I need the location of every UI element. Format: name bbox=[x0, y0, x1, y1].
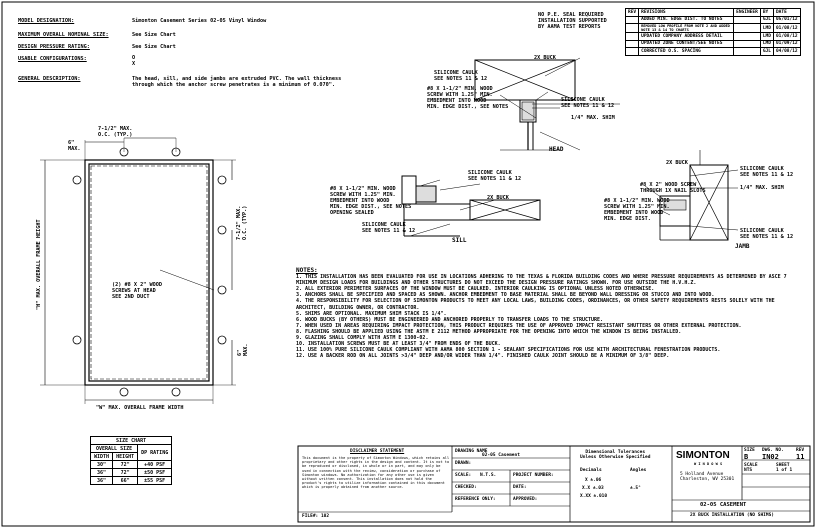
tb-right-label: DWG. NO. bbox=[762, 448, 784, 453]
head-callout: 2X BUCK bbox=[534, 55, 556, 61]
tolerance-label: Decimals bbox=[580, 468, 602, 473]
note-item: 4. THE RESPONSIBILITY FOR SELECTION OF SIMONTON PRODUCTS TO MEET ANY LOCAL LAWS, BUILDING CODES, ORDINANCES, OR OTHER SAFETY REQUIREMENTS RESTS SOLELY WITH THE ARCHITECT, BUILDING OWNER, OR CONTRACTOR. bbox=[296, 298, 775, 311]
size-chart bbox=[90, 436, 172, 485]
table-row bbox=[91, 461, 172, 469]
revision-description: UPDATED COMPANY ADDRESS DETAIL bbox=[639, 33, 734, 41]
company-address: 5 Holland Avenue Charleston, WV 25301 bbox=[680, 472, 735, 482]
size-height: 72" bbox=[113, 469, 138, 477]
drawing-subtitle: 2X BUCK INSTALLATION (NO SHIMS) bbox=[690, 513, 774, 518]
note-item: 3. ANCHORS SHALL BE SPECIFIED AND SPACED AS SHOWN. ANCHOR EMBEDMENT TO BASE MATERIAL SHALL BE BEYOND WALL DRESSING OR STUCCO AND INTO WOOD. bbox=[296, 292, 715, 299]
model-designation-value: Simonton Casement Series 02-05 Vinyl Window bbox=[132, 18, 267, 24]
size-height: 66" bbox=[113, 477, 138, 485]
revision-by: LMD bbox=[760, 40, 773, 48]
revision-by: GJL bbox=[760, 48, 773, 56]
jamb-callout: SILICONE CAULK SEE NOTES 11 & 12 bbox=[740, 228, 794, 240]
max-size-value: See Size Chart bbox=[132, 32, 176, 38]
note-item: 7. WHEN USED IN AREAS REQUIRING IMPACT PROTECTION, THIS PRODUCT REQUIRES THE USE OF APPROVED IMPACT RESISTANT SHUTTERS OR OTHER EXTERNAL PROTECTION. bbox=[296, 322, 742, 329]
tolerance-value: X.XX ±.010 bbox=[580, 494, 608, 499]
table-row bbox=[91, 477, 172, 485]
tb-field-label: DATE: bbox=[513, 485, 527, 490]
revisions-header-cell: BY bbox=[760, 9, 773, 17]
revision-by: GJL bbox=[760, 16, 773, 24]
table-row bbox=[626, 48, 801, 56]
revision-date: 01/08/12 bbox=[773, 24, 800, 33]
size-dp-rating: ±55 PSF bbox=[138, 477, 172, 485]
tb-field-label: REFERENCE ONLY: bbox=[455, 497, 496, 502]
table-row bbox=[626, 40, 801, 48]
tb-field-label: DRAWN: bbox=[455, 461, 472, 466]
model-designation-label: MODEL DESIGNATION: bbox=[18, 18, 75, 24]
revisions-header-cell: ENGINEER bbox=[734, 9, 761, 17]
tb-field-label: SCALE: bbox=[455, 473, 472, 478]
revision-description: ADDED MIN. EDGE DIST. TO NOTES bbox=[639, 16, 734, 24]
size-width: 30" bbox=[91, 461, 113, 469]
note-item: 12. USE A BACKER ROD ON ALL JOINTS >3/4" DEEP AND/OR WIDER THAN 1/4". FINISHED CAULK JOINT SHOULD BE A MINIMUM OF 3/8" DEEP. bbox=[296, 353, 670, 360]
tb-field-label: PROJECT NUMBER: bbox=[513, 473, 554, 478]
revision-description: CORRECTED O.S. SPACING bbox=[639, 48, 734, 56]
height-label: "H" MAX. OVERALL FRAME HEIGHT bbox=[36, 219, 42, 310]
revisions-table bbox=[625, 8, 801, 56]
tb-right-value: 1 of 1 bbox=[776, 468, 793, 473]
table-row bbox=[626, 33, 801, 41]
revision-date: 01/08/12 bbox=[773, 33, 800, 41]
width-label: "W" MAX. OVERALL FRAME WIDTH bbox=[96, 405, 184, 411]
size-dp-rating: +40 PSF bbox=[138, 461, 172, 469]
revision-description: REMOVED LOW PROFILE FROM NOTE 2 AND ADDED NOTE 13 & 14 TO CHARTS bbox=[639, 24, 734, 33]
size-height: 72" bbox=[113, 461, 138, 469]
note-item: 5. SHIMS ARE OPTIONAL. MAXIMUM SHIM STACK IS 1/4". bbox=[296, 310, 447, 317]
note-item: 9. GLAZING SHALL COMPLY WITH ASTM E 1300-02. bbox=[296, 335, 429, 342]
general-description-value: The head, sill, and side jambs are extruded PVC. The wall thickness through which the anchor screw penetrates is a minimum of 0.070". bbox=[132, 76, 342, 88]
configurations-value: O X bbox=[132, 55, 136, 67]
head-callout: #8 X 1-1/2" MIN. WOOD SCREW WITH 1.25" MIN. EMBEDMENT INTO WOOD MIN. EDGE DIST., SEE NOTES bbox=[427, 86, 509, 110]
max-size-label: MAXIMUM OVERALL NOMINAL SIZE: bbox=[18, 32, 109, 38]
revisions-header-cell: DATE bbox=[773, 9, 800, 17]
jamb-callout: SILICONE CAULK SEE NOTES 11 & 12 bbox=[740, 166, 794, 178]
sill-callout: SILICONE CAULK SEE NOTES 11 & 12 bbox=[468, 170, 522, 182]
top-corner-dimension: 6" MAX. bbox=[68, 140, 81, 152]
revisions-header-row bbox=[626, 9, 801, 17]
note-item: 10. INSTALLATION SCREWS MUST BE AT LEAST 3/4" FROM ENDS OF THE BUCK. bbox=[296, 341, 501, 348]
table-row bbox=[626, 16, 801, 24]
sill-detail bbox=[402, 176, 540, 236]
revisions-header-cell: REV bbox=[626, 9, 639, 17]
size-dp-rating: ±50 PSF bbox=[138, 469, 172, 477]
anchor-note: (2) #8 X 2" WOOD SCREWS AT HEAD SEE 2ND DUCT bbox=[112, 282, 162, 300]
tolerance-label: Angles bbox=[630, 468, 647, 473]
note-item: 6. WOOD BUCKS (BY OTHERS) MUST BE ENGINEERED AND ANCHORED PROPERLY TO TRANSFER LOADS TO THE STRUCTURE. bbox=[296, 316, 604, 323]
table-row bbox=[91, 469, 172, 477]
size-chart-group-header: OVERALL SIZE bbox=[91, 445, 138, 453]
jamb-callout: #8 X 1-1/2" MIN. WOOD SCREW WITH 1.25" MIN. EMBEDMENT INTO WOOD MIN. EDGE DIST. bbox=[604, 198, 670, 222]
revisions-header-cell: REVISIONS bbox=[639, 9, 734, 17]
size-width: 36" bbox=[91, 477, 113, 485]
table-row bbox=[626, 24, 801, 33]
jamb-title: JAMB bbox=[735, 243, 750, 250]
jamb-callout: 1/4" MAX. SHIM bbox=[740, 185, 784, 191]
size-chart-header: HEIGHT bbox=[113, 453, 138, 461]
tb-right-value: IN02 bbox=[762, 453, 779, 461]
tolerance-value: ±.5° bbox=[630, 486, 641, 491]
note-item: 1. THIS INSTALLATION HAS BEEN EVALUATED FOR USE IN LOCATIONS ADHERING TO THE TEXAS & FLORIDA BUILDING CODES AND WHERE PRESSURE REQUIREMENTS AS DETERMINED BY ASCE 7 MINIMUM DESIGN LOADS FOR BUILDINGS AND OTHER STRUCTURES DO NOT EXCEED THE DESIGN PRESSURE RATINGS SHOWN. FOR USE OUTSIDE THE H.V.H.Z. bbox=[296, 274, 787, 287]
company-sub: W I N D O W S bbox=[694, 462, 723, 466]
tb-field-value: N.T.S. bbox=[480, 473, 497, 478]
jamb-callout: 2X BUCK bbox=[666, 160, 688, 166]
note-item: 2. ALL EXTERIOR PERIMETER SURFACES OF THE WINDOW MUST BE CAULKED. INTERIOR CAULKING IS OPTIONAL UNLESS NOTED OTHERWISE. bbox=[296, 286, 655, 293]
right-dimension-label: 7-1/2" MAX. O.C. (TYP.) bbox=[236, 205, 248, 240]
tolerances-title: Dimensional Tolerances Unless Otherwise Specified bbox=[580, 450, 651, 460]
notes-title: NOTES: bbox=[296, 267, 318, 274]
tb-right-label: SHEET bbox=[776, 463, 790, 468]
tb-right-value: B bbox=[744, 453, 749, 461]
head-callout: SILICONE CAULK SEE NOTES 11 & 12 bbox=[561, 97, 615, 109]
revision-by: LMD bbox=[760, 24, 773, 33]
company-logo: SIMONTON bbox=[676, 450, 730, 461]
tolerance-value: X.X ±.03 bbox=[582, 486, 604, 491]
revision-by: LMD bbox=[760, 33, 773, 41]
tb-right-label: SIZE bbox=[744, 448, 755, 453]
top-dimension-label: 7-1/2" MAX. O.C. (TYP.) bbox=[98, 126, 133, 138]
tb-field-label: DRAWING NAME bbox=[455, 449, 488, 454]
right-corner-dimension: 6" MAX. bbox=[237, 343, 249, 356]
size-chart-header: WIDTH bbox=[91, 453, 113, 461]
tb-right-value: 11 bbox=[796, 453, 805, 461]
revision-description: UPDATED ZONE CONTENT/SEE NOTES bbox=[639, 40, 734, 48]
sill-callout: SILICONE CAULK SEE NOTES 11 & 12 bbox=[362, 222, 416, 234]
drawing-title: 02-05 CASEMENT bbox=[700, 502, 747, 508]
head-title: HEAD bbox=[549, 146, 564, 153]
jamb-callout: #8 X 2" WOOD SCREW THROUGH 1X NAIL SLOTS bbox=[640, 182, 706, 194]
head-callout: 1/4" MAX. SHIM bbox=[571, 115, 615, 121]
tb-right-label: REV bbox=[796, 448, 805, 453]
sill-callout: #8 X 1-1/2" MIN. WOOD SCREW WITH 1.25" MIN. EMBEDMENT INTO WOOD MIN. EDGE DIST., SEE NOTES OPENING SEALED bbox=[330, 186, 412, 216]
sill-title: SILL bbox=[452, 237, 467, 244]
size-width: 36" bbox=[91, 469, 113, 477]
tb-field-label: APPROVED: bbox=[513, 497, 538, 502]
disclaimer-title: DISCLAIMER STATEMENT bbox=[350, 449, 405, 454]
revision-date: 01/09/12 bbox=[773, 40, 800, 48]
notes-section bbox=[296, 268, 796, 359]
size-chart-header: DP RATING bbox=[138, 445, 172, 461]
tb-field-value: 02-05 Casement bbox=[482, 453, 520, 458]
revision-date: 05/01/12 bbox=[773, 16, 800, 24]
design-pressure-value: See Size Chart bbox=[132, 44, 176, 50]
jamb-detail bbox=[645, 150, 738, 240]
design-pressure-label: DESIGN PRESSURE RATING: bbox=[18, 44, 90, 50]
configurations-label: USABLE CONFIGURATIONS: bbox=[18, 56, 87, 62]
file-label: FILE#: 102 bbox=[302, 514, 330, 519]
tb-right-label: SCALE bbox=[744, 463, 758, 468]
revision-date: 04/08/12 bbox=[773, 48, 800, 56]
tb-right-value: NTS bbox=[744, 468, 753, 473]
size-chart-title: SIZE CHART bbox=[91, 437, 172, 445]
tb-field-label: CHECKED: bbox=[455, 485, 477, 490]
seal-note: NO P.E. SEAL REQUIRED INSTALLATION SUPPORTED BY AAMA TEST REPORTS bbox=[538, 12, 607, 30]
window-elevation bbox=[40, 138, 236, 404]
sill-callout: 2X BUCK bbox=[487, 195, 509, 201]
disclaimer-text: This document is the property of Simonton Windows, which retains all proprietary and other rights in the design and content. It is not to be reproduced or disclosed, in whole or in part, and may only be used in connection with the review, consideration or purchase of Simonton windows. No authorization for any other use is given without written consent. This installation does not hold the product's rights to utilize information contained in this document which is properly obtained from another source. bbox=[302, 456, 450, 490]
head-callout: SILICONE CAULK SEE NOTES 11 & 12 bbox=[434, 70, 488, 82]
general-description-label: GENERAL DESCRIPTION: bbox=[18, 76, 81, 82]
tolerance-value: X ±.06 bbox=[585, 478, 602, 483]
note-item: 11. USE 100% PURE SILICONE CAULK COMPLIANT WITH AAMA 800 SECTION 1 - SEALANT SPECIFICATIONS FOR USE WITH ARCHITECTURAL FENESTRATION PRODUCTS. bbox=[296, 347, 721, 354]
note-item: 8. FLASHING SHOULD BE APPLIED USING THE ASTM E 2112 METHOD APPROPRIATE FOR THE OPENING INTO WHICH THE WINDOW IS BEING INSTALLED. bbox=[296, 328, 682, 335]
